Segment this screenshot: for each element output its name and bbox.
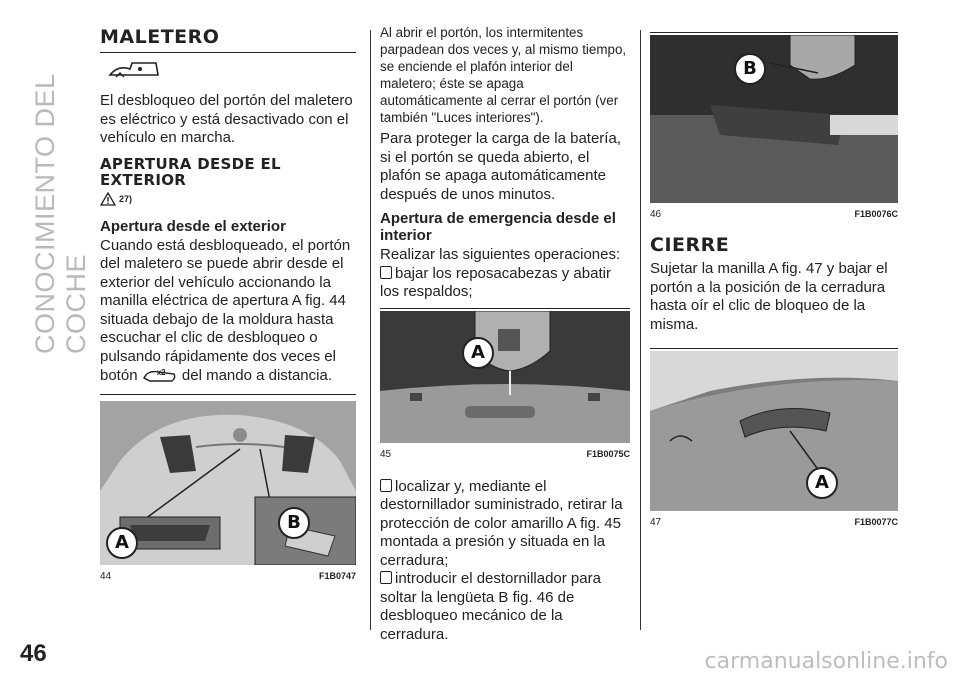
- section-heading-cierre: CIERRE: [650, 234, 730, 256]
- page-number: 46: [20, 640, 47, 667]
- column-divider: [640, 30, 641, 630]
- section-heading-maletero: MALETERO: [100, 26, 220, 48]
- callout-a: A: [462, 337, 494, 369]
- paragraph-operaciones: Realizar las siguientes operaciones:: [380, 246, 621, 263]
- warning-note: [100, 192, 356, 212]
- callout-a: A: [106, 527, 138, 559]
- tailgate-icon: [106, 59, 356, 86]
- figure-code: F1B0747: [318, 570, 356, 581]
- warning-reference: 27): [119, 193, 133, 204]
- checkbox-bullet-icon: [380, 479, 392, 492]
- figure-45-image: [380, 311, 630, 443]
- body-text-before: Cuando está desbloqueado, el portón del maletero se puede abrir desde el exterior del vehículo accionando la manilla eléctrica de apertura A fig. 44 situada debajo de la moldura hasta escuchar el clic de desbloqueo o pulsando rápidamente dos veces el botón: [100, 236, 351, 384]
- figure-code: F1B0075C: [586, 448, 630, 459]
- figure-number: 47: [650, 517, 662, 528]
- callout-b: B: [734, 53, 766, 85]
- figure-46-image: [650, 35, 898, 203]
- column-3: [650, 24, 898, 528]
- figure-46-caption: [650, 209, 898, 220]
- figure-number: 46: [650, 209, 662, 220]
- paragraph-bateria: Para proteger la carga de la batería, si el portón se queda abierto, el plafón se apaga automáticamente después de unos minutos.: [380, 130, 621, 203]
- paragraph-intermitentes: Al abrir el portón, los intermitentes parpadean dos veces y, al mismo tiempo, se enciende el plafón interior del maletero; éste se apaga automáticamente al cerrar el portón (ver también "Luces interiores").: [380, 25, 627, 125]
- figure-code: F1B0076C: [854, 209, 898, 219]
- figure-number: 44: [100, 570, 112, 582]
- body-text: [100, 237, 356, 386]
- figure-47-image: [650, 351, 898, 511]
- figure-44-image: [100, 401, 356, 565]
- warning-triangle-icon: [100, 192, 116, 206]
- heading-rule: [100, 52, 356, 53]
- callout-b: B: [278, 507, 310, 539]
- column-1: [100, 24, 356, 582]
- figure-number: 45: [380, 448, 392, 460]
- checkbox-bullet-icon: [380, 571, 392, 584]
- bullet-item-3: [380, 570, 630, 644]
- watermark: carmanualsonline.info: [704, 649, 948, 674]
- sidebar-section-title: CONOCIMIENTO DEL COCHE: [30, 74, 91, 354]
- paragraph-cierre: Sujetar la manilla A fig. 47 y bajar el portón a la posición de la cerradura hasta oír el clic de bloqueo de la misma.: [650, 260, 888, 333]
- figure-rule: [100, 394, 356, 395]
- bold-title-emergencia: Apertura de emergencia desde el interior: [380, 210, 616, 244]
- figure-rule: [380, 308, 630, 309]
- checkbox-bullet-icon: [380, 266, 392, 279]
- remote-key-icon: [142, 366, 178, 384]
- key-press-label: x2: [156, 368, 166, 377]
- column-divider: [370, 30, 371, 630]
- bullet-item-2: [380, 478, 630, 571]
- bullet-item-1: [380, 265, 630, 302]
- figure-45-caption: [380, 449, 630, 460]
- bullet-3-text: introducir el destornillador para soltar la lengüeta B fig. 46 de desbloqueo mecánico de la cerradura.: [380, 570, 601, 643]
- figure-44-caption: [100, 571, 356, 582]
- spacer: [380, 460, 630, 478]
- bold-title-apertura: Apertura desde el exterior: [100, 217, 286, 235]
- body-text-after: del mando a distancia.: [181, 367, 332, 384]
- subheading-apertura-exterior: APERTURA DESDE EL EXTERIOR: [100, 154, 281, 189]
- column-2: [380, 24, 630, 648]
- figure-code: F1B0077C: [854, 517, 898, 527]
- figure-47-caption: [650, 517, 898, 528]
- figure-rule: [650, 348, 898, 349]
- bullet-2-text: localizar y, mediante el destornillador suministrado, retirar la protección de color amarillo A fig. 45 montada a presión y situada en la cerradura;: [380, 477, 623, 569]
- intro-text: El desbloqueo del portón del maletero es eléctrico y está desactivado con el vehículo en marcha.: [100, 92, 353, 146]
- bullet-1-text: bajar los reposacabezas y abatir los respaldos;: [380, 264, 611, 300]
- callout-a: A: [806, 467, 838, 499]
- figure-rule: [650, 32, 898, 33]
